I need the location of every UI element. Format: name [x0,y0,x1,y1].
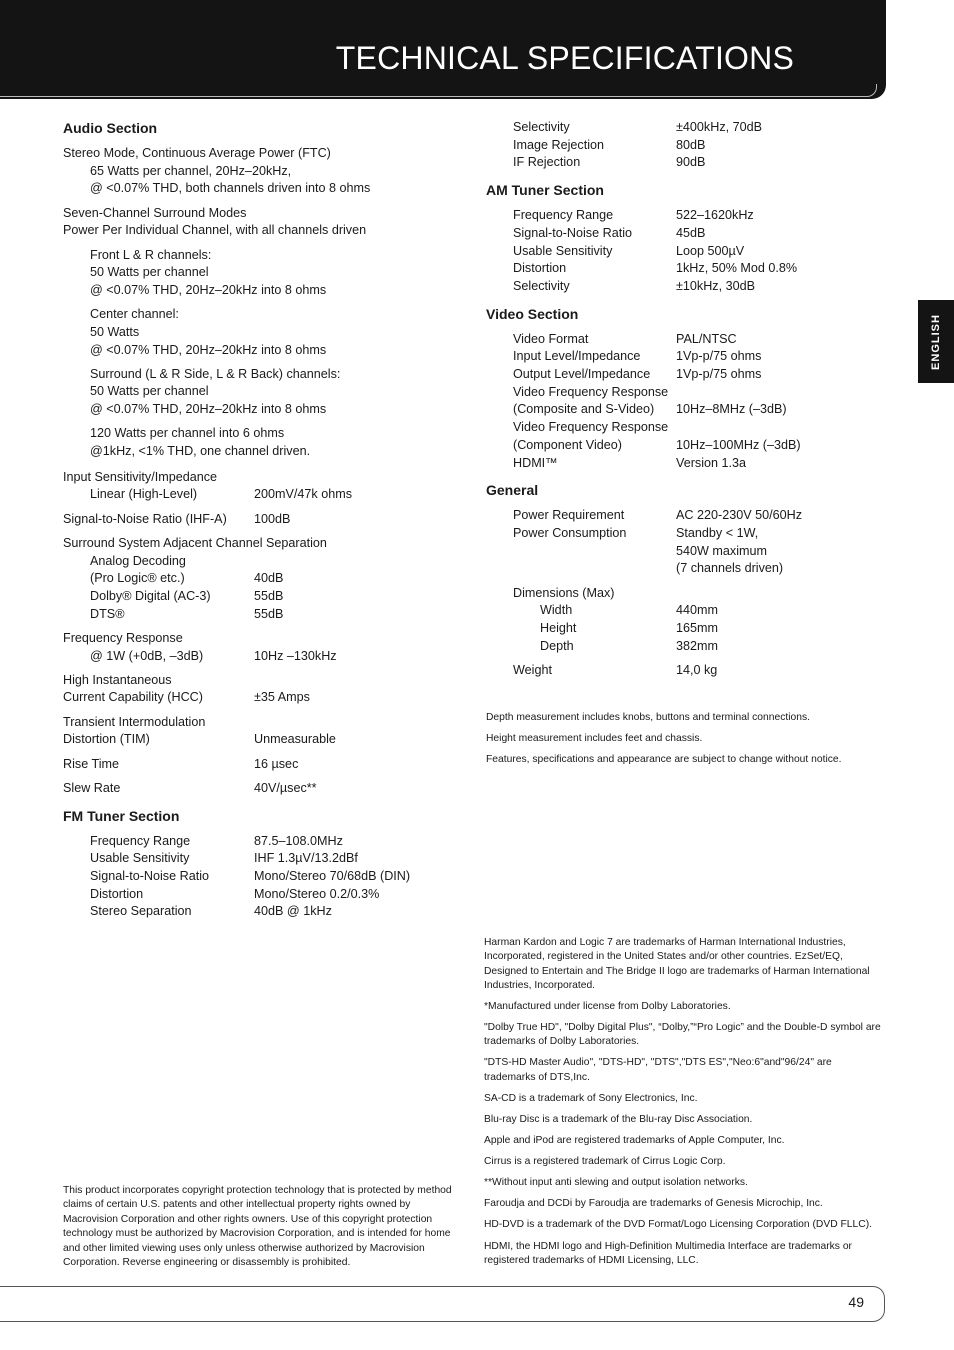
page-number: 49 [848,1294,864,1310]
fm-spec-list [63,833,443,922]
hcc-spec [63,672,443,707]
spec-row [513,455,886,473]
trademark-text: Blu-ray Disc is a trademark of the Blu-ray Disc Association. [484,1113,753,1125]
footer-divider [0,1286,885,1322]
spec-label: Power Consumption [513,525,627,540]
slew-rate-spec [63,780,443,798]
spec-label: Rise Time [63,756,119,771]
spec-row [63,903,443,921]
spec-label: Usable Sensitivity [513,243,613,258]
copyright-notice: This product incorporates copyright protection technology that is protected by method claims of certain U.S. patents and other intellectual property rights owned by Macrovision Corporation and other rights owners. Use of this copyright protection technology must be authorized by Macrovision Corporation, and is intended for home and other limited viewing uses only unless otherwise authorized by Macrovision Corporation. Reverse engineering or disassembly is prohibited. [63,1185,452,1269]
spec-row [513,507,886,525]
center-channel-spec [63,306,443,359]
spec-label: Current Capability (HCC) [63,690,203,705]
spec-row [513,366,886,384]
spec-row [513,243,886,261]
spec-row [63,886,443,904]
spec-value: ±35 Amps [254,690,310,705]
spec-label: Frequency Range [513,208,614,223]
spec-value: (7 channels driven) [676,561,784,576]
spec-sublabel: @ 1W (+0dB, –3dB) [90,648,204,663]
spec-label: Usable Sensitivity [90,851,190,866]
spec-label: IF Rejection [513,155,581,170]
spec-label: Frequency Response [63,630,183,645]
spec-value: 1Vp-p/75 ohms [676,367,762,382]
spec-value: 100dB [254,511,291,526]
spec-row [63,850,443,868]
spec-row [513,331,886,349]
spec-label: Surround (L & R Side, L & R Back) channels: [90,366,341,381]
trademark-text: SA-CD is a trademark of Sony Electronics, Inc. [484,1092,698,1104]
spec-row [513,278,886,296]
spec-label: Surround System Adjacent Channel Separation [63,535,327,550]
spec-value: 440mm [676,603,718,618]
frequency-response-spec [63,630,443,665]
spec-value: Mono/Stereo 70/68dB (DIN) [254,868,411,883]
note-text: Height measurement includes feet and chassis. [486,733,703,745]
spec-value: 40dB @ 1kHz [254,904,332,919]
rise-time-spec [63,756,443,774]
spec-label: HDMI™ [513,455,558,470]
spec-label: Frequency Range [90,833,191,848]
fm-continued-list [486,119,886,172]
spec-sublabel: (Pro Logic® etc.) [90,571,185,586]
stereo-mode-spec [63,145,443,198]
spec-value: @ <0.07% THD, 20Hz–20kHz into 8 ohms [90,282,327,297]
spec-row [513,154,886,172]
spec-value: 10Hz–100MHz (–3dB) [676,437,801,452]
trademark-text: HD-DVD is a trademark of the DVD Format/Logo Licensing Corporation (DVD FLLC). [484,1219,872,1231]
surround-channels-spec [63,366,443,419]
spec-label: (Component Video) [513,437,622,452]
spec-row [63,833,443,851]
spec-row [513,620,886,638]
front-channels-spec [63,247,443,300]
spec-value: Mono/Stereo 0.2/0.3% [254,886,380,901]
spec-row [513,207,886,225]
trademark-text: Harman Kardon and Logic 7 are trademarks of Harman International Industries, Incorporated, registered in the United States and/or other countries. EzSet/EQ, Designed to Entertain and The Bridge II logo are trademarks of Harman International Industries, Incorporated. [484,937,870,991]
spec-label: Seven-Channel Surround Modes [63,205,247,220]
spec-label: Video Frequency Response [513,420,669,435]
spec-value: @ <0.07% THD, 20Hz–20kHz into 8 ohms [90,342,327,357]
spec-value: 80dB [676,137,706,152]
trademark-notes [484,936,886,1275]
spec-value: 120 Watts per channel into 6 ohms [90,426,285,441]
spec-value: Version 1.3a [676,455,747,470]
spec-sublabel: Dolby® Digital (AC-3) [90,588,211,603]
trademark-text: Apple and iPod are registered trademarks of Apple Computer, Inc. [484,1135,785,1147]
spec-label: Power Requirement [513,508,625,523]
spec-row [513,119,886,137]
surround-modes-spec [63,205,443,240]
spec-label: Signal-to-Noise Ratio [90,868,209,883]
spec-value: 14,0 kg [676,662,718,677]
spec-row [513,602,886,620]
spec-label: Weight [513,662,552,677]
spec-label: Selectivity [513,120,570,134]
am-spec-list [486,207,886,296]
trademark-text: HDMI, the HDMI logo and High-Definition Multimedia Interface are trademarks or registered trademarks of HDMI Licensing, LLC. [484,1240,852,1266]
spec-value: ±400kHz, 70dB [676,120,763,134]
general-spec-list [486,507,886,679]
spec-value: 540W maximum [676,543,767,558]
spec-value: Loop 500µV [676,243,745,258]
spec-value: 40dB [254,571,284,586]
spec-value: 50 Watts [90,324,140,339]
spec-value: ±10kHz, 30dB [676,278,756,293]
general-section-heading: General [486,482,539,499]
spec-label: Distortion [90,886,144,901]
spec-label: Image Rejection [513,137,605,152]
spec-value: 10Hz–8MHz (–3dB) [676,402,787,417]
spec-value: 55dB [254,588,284,603]
spec-label: Height [540,620,577,635]
spec-value: @ <0.07% THD, both channels driven into 8 ohms [90,181,371,196]
six-ohm-spec [63,425,443,460]
note-text: Features, specifications and appearance are subject to change without notice. [486,754,842,766]
spec-row [513,225,886,243]
spec-label: High Instantaneous [63,672,172,687]
spec-label: Selectivity [513,278,570,293]
spec-label: Video Format [513,331,589,346]
spec-value: 65 Watts per channel, 20Hz–20kHz, [90,163,292,178]
spec-label: Output Level/Impedance [513,367,651,382]
spec-row [513,348,886,366]
spec-value: 165mm [676,620,718,635]
spec-label: Front L & R channels: [90,247,212,262]
spec-row [63,868,443,886]
spec-sublabel: Linear (High-Level) [90,487,198,502]
video-spec-list [486,331,886,473]
spec-value: AC 220-230V 50/60Hz [676,508,803,523]
page-title: TECHNICAL SPECIFICATIONS [335,40,794,76]
spec-label: Stereo Separation [90,904,192,919]
spec-label: Input Sensitivity/Impedance [63,469,218,484]
spec-label: Center channel: [90,307,179,322]
trademark-text: Faroudja and DCDi by Faroudja are trademarks of Genesis Microchip, Inc. [484,1198,823,1210]
spec-value: 90dB [676,155,706,170]
spec-row [513,260,886,278]
spec-label: (Composite and S-Video) [513,402,655,417]
spec-value: Standby < 1W, [676,525,759,540]
spec-value: 1kHz, 50% Mod 0.8% [676,261,798,276]
spec-value: 50 Watts per channel [90,384,209,399]
channel-separation-spec [63,535,443,624]
header-divider [0,84,877,97]
spec-value: Unmeasurable [254,732,336,747]
spec-value: IHF 1.3µV/13.2dBf [254,851,358,866]
spec-label: Distortion (TIM) [63,732,150,747]
language-tab [918,300,954,383]
spec-row [513,662,886,680]
spec-row [513,525,886,543]
spec-label: Input Level/Impedance [513,349,641,364]
measurement-notes [486,711,886,774]
note-text: Depth measurement includes knobs, buttons and terminal connections. [486,712,810,723]
trademark-text: Cirrus is a registered trademark of Cirrus Logic Corp. [484,1156,726,1168]
spec-value: PAL/NTSC [676,331,737,346]
spec-value: 522–1620kHz [676,208,754,223]
spec-value: 87.5–108.0MHz [254,833,343,848]
spec-label: Signal-to-Noise Ratio (IHF-A) [63,511,227,526]
spec-value: @1kHz, <1% THD, one channel driven. [90,444,311,459]
right-column [486,119,886,686]
trademark-text: "Dolby True HD", "Dolby Digital Plus", “Dolby,”“Pro Logic” and the Double-D symbol are trademarks of Dolby Laboratories. [484,1022,881,1048]
spec-sublabel: Analog Decoding [90,553,186,568]
spec-label: Dimensions (Max) [513,585,615,600]
spec-label: Signal-to-Noise Ratio [513,225,632,240]
spec-value: @ <0.07% THD, 20Hz–20kHz into 8 ohms [90,402,327,417]
spec-value: 16 µsec [254,756,299,771]
trademark-text: **Without input anti slewing and output isolation networks. [484,1177,748,1189]
trademark-text: *Manufactured under license from Dolby Laboratories. [484,1000,731,1012]
spec-value: 382mm [676,638,718,653]
spec-row [513,401,886,419]
spec-label: Power Per Individual Channel, with all channels driven [63,223,367,238]
spec-row [513,638,886,656]
am-section-heading: AM Tuner Section [486,182,604,199]
spec-row [513,437,886,455]
spec-value: 55dB [254,606,284,621]
spec-label: Video Frequency Response [513,384,669,399]
spec-label: Depth [540,638,574,653]
fm-section-heading: FM Tuner Section [63,807,180,824]
spec-label: Stereo Mode, Continuous Average Power (FTC) [63,146,331,160]
spec-value: 40V/µsec** [254,780,317,795]
left-column [63,119,443,928]
spec-label: Slew Rate [63,780,121,795]
audio-section-heading: Audio Section [63,120,158,136]
spec-value: 45dB [676,225,706,240]
spec-label: Distortion [513,261,567,276]
video-section-heading: Video Section [486,305,579,322]
language-tab-label: ENGLISH [930,313,942,370]
snr-spec [63,511,443,529]
spec-label: Width [540,603,573,618]
spec-value: 50 Watts per channel [90,265,209,280]
spec-row [513,137,886,155]
spec-label: Transient Intermodulation [63,714,206,729]
trademark-text: "DTS-HD Master Audio", "DTS-HD", "DTS","DTS ES","Neo:6"and"96/24" are trademarks of DTS,Inc. [484,1057,832,1083]
spec-sublabel: DTS® [90,606,125,621]
spec-value: 200mV/47k ohms [254,487,353,502]
input-sensitivity-spec [63,469,443,504]
spec-value: 10Hz –130kHz [254,648,337,663]
spec-value: 1Vp-p/75 ohms [676,349,762,364]
tim-spec [63,714,443,749]
